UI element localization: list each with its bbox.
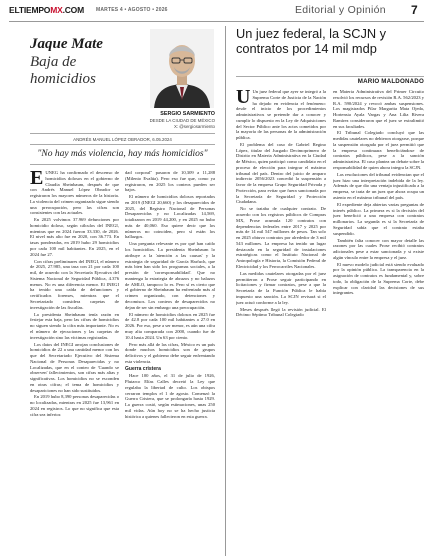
divider xyxy=(30,133,215,134)
paragraph: En 2019 hubo 8,390 personas desaparecidas o no localizadas, mientras en 2025 fue 13,961 en 2024 en registros. Lo que no significa que esta cifra sea inferior. xyxy=(30,394,119,417)
paragraph: en Materia Administrativa del Primer Circuito resolvió los recursos de revisión R.A. 562/2023 y R.A. 590/2024 y revocó ambas suspensiones. Los magistrados Pilar Margarita Mata Ojeda, Hortensia Ayala Vargas y Ana Lilia Rivera Ramírez consideraron que el juez se extralimitó en sus facultades. xyxy=(333,89,424,129)
pull-quote: "No hay más violencia, hay más homicidios" xyxy=(37,149,208,159)
paragraph: Los datos del INEGI arrojan conclusiones de homicidios de 22 a una cantidad menor con los que del Secretariado Ejecutivo del Sistema Nacional de Personas Desaparecidas y no Localizadas, que en el conteo de 'Cuando se observen' fallecimientos, son cifras más altas y significativas. Los homicidios no se esconden en otras cifras; el tema de homicidios y desapariciones no han sido sustituidos. xyxy=(30,341,119,393)
article-text-column-1 xyxy=(30,170,119,554)
quote-attribution: ANDRÉS MANUEL LÓPEZ OBRADOR, 6.05.2024 xyxy=(73,137,172,142)
divider xyxy=(236,76,424,77)
paragraph: Hace 100 años, el 31 de julio de 1926, Plutarco Elías Calles decretó la Ley que regulaba la libertad de culto. Los obispos cerraron templos el 1 de agosto. Comenzó la Guerra Cristera, que se prolongaría hasta 1929. La guerra costó, según estimaciones, unas 250 mil vidas. Aún hoy no se ha hecho justicia histórica a quienes fallecieron en esta guerra. xyxy=(125,373,215,419)
paragraph: El Tribunal Colegiado concluyó que las medidas cautelares no debieron otorgarse, porque la suspensión otorgada por el juez permitió que la empresa continuara beneficiándose de contratos públicos, pese a la sanción administrativa. El caso plantea un debate sobre la responsabilidad de quien ahora integra la SCJN. xyxy=(333,130,424,170)
column-divider xyxy=(225,26,226,556)
paragraph: El número de homicidios dolosos en 2025 fue de 42.8 por cada 100 mil habitantes a 27.0 en 2026. Por eso, pese a ser menor, es aún una cifra muy alta comparada con 2000, cuando fue de 10.4 hasta 2024. Un 63 por ciento. xyxy=(125,311,215,340)
paragraph: Las resoluciones del tribunal evidencian que el juez hizo una interpretación indebida de la ley. Además de que dio una ventaja injustificada a la empresa, se trata de un juez que ahora ocupa un asiento en el máximo tribunal del país. xyxy=(333,171,424,200)
masthead xyxy=(0,0,433,22)
paragraph: El número de homicidios dolosos reportados en 2019 (INEGI 20,660) y los desaparecidos de 2025, del Registro Nacional de Personas Desaparecidas y no Localizadas 14,569, totalizaron en 2019 44,200, y en 2025 no hubo más de 40,060. Eso quiere decir que los números no coinciden, pero sí están los hallazgos. xyxy=(125,194,215,240)
newspaper-logo[interactable]: ELTIEMPOMX.COM xyxy=(9,5,84,15)
paragraph: No se trataba de cualquier contrato. De acuerdo con los registros públicos de Compras MX, Prose acumula 120 contratos con dependencias federales entre 2017 y 2025 por más de 14 mil 547 millones de pesos. Tan solo en 2025 obtuvo contratos por alrededor de 3 mil 543 millones. La empresa ha tenido un lugar destacado en la seguridad de instalaciones estratégicas como el Instituto Nacional de Antropología e Historia, la Comisión Federal de Electricidad y los Ferrocarriles Nacionales. xyxy=(236,206,326,269)
author-handle[interactable]: X: @sergiosarmiento xyxy=(173,123,215,129)
divider xyxy=(30,144,215,145)
article-text-column-3 xyxy=(236,89,326,554)
drop-cap: U xyxy=(236,89,251,108)
paragraph: Con cifras preliminares del INEGI, el número de 2025, 27.985, una tasa con 21 por cada 100 mil, de acuerdo con la Secretaría Ejecutiva del Sistema Nacional de Seguridad Pública, 4.376 menos. No es una diferencia menor. El INEGI ha tenido una caída de defunciones y certificados forenses, mientras que el Secretariado considera carpetas de investigación de las fiscalías. xyxy=(30,258,119,310)
section-subhead: Guerra cristera xyxy=(125,365,161,372)
page-number: 7 xyxy=(411,3,418,17)
paragraph: EUNEG ha confirmado el descenso de homicidios dolosos en el gobierno de Claudia Sheinbaum, después de que con Andrés Manuel López Obrador se registraron los mayores números de la historia. La violencia del crimen organizado sigue siendo una preocupación, pero las cifras son consistentes con las actuales. xyxy=(30,170,119,216)
author-location: DESDE LA CIUDAD DE MÉXICO xyxy=(149,118,215,123)
paragraph: También falta conocer con mayor detalle las razones por las cuales Prose recibió contratos adicionales pese a estar sancionada y si existe algún vínculo entre la empresa y el juez. xyxy=(333,237,424,260)
article-byline: MARIO MALDONADO xyxy=(357,78,424,85)
masthead-divider xyxy=(9,21,424,22)
divider xyxy=(30,164,215,165)
drop-cap: E xyxy=(30,170,44,189)
issue-date: MARTES 4 • AGOSTO • 2026 xyxy=(96,7,168,13)
article-text-column-4 xyxy=(333,89,424,554)
author-portrait xyxy=(150,29,214,108)
paragraph: Una pregunta relevante es por qué han caído los homicidios. La presidenta Sheinbaum lo atribuye a la 'atención a las causas' y la estrategia de seguridad de García Harfuch, que más bien han sido los programas sociales, a la presión de 'corresponsabilidad'. Que no mantenga la estrategia de abrazos y no balazos de AMLO, tampoco lo es. Pero sí es cierto que el gobierno de Sheinbaum ha enfrentado más al crimen organizado, con detenciones y decomisos. Los conteos de desaparecidos no dejan de ser sin embargo una preocupación. xyxy=(125,241,215,310)
article-headline: Un juez federal, la SCJN y contratos por 14 mil mdp xyxy=(236,26,387,56)
article-text-column-2 xyxy=(125,170,215,554)
paragraph: El nuevo modelo judicial está siendo evaluado por la opinión pública. La transparencia en la asignación de contratos es fundamental y, sobre todo, la obligación de la Suprema Corte, debe explicar con claridad las decisiones de sus integrantes. xyxy=(333,261,424,296)
author-details xyxy=(100,118,215,129)
paragraph: Pero más allá de las cifras, México es un país donde muchos homicidios son de grupos delictivos y el gobierno debe seguir enfrentando esta violencia. xyxy=(125,341,215,364)
paragraph: El expediente deja abiertas varias preguntas de interés público. La primera es si la decisión del juez benefició a una empresa con contratos millonarios. La segunda es si la Secretaría de Seguridad sabía que el contrato estaba suspendido. xyxy=(333,201,424,236)
paragraph: El problema del caso de Gabriel Regino López, titular del Juzgado Decimoprimero de Distrito en Materia Administrativa en la Ciudad de México, quien participó como candidato en el proceso de elección para integrar el máximo tribunal del país. Dentro del juicio de amparo indirecto 2056/2023 concedió la suspensión a favor de la empresa Grupo Seguridad Privada y Protección, para evitar que fuera sancionada por la Secretaría de Seguridad y Protección Ciudadana. xyxy=(236,141,326,205)
paragraph: dad corporal" pasaron de 10,309 a 11,288 (Milenio Evalúa). Pero eso fue que, como ya registraron, en 2025 los conteos pueden ser bajos. xyxy=(125,170,215,193)
paragraph: La presidenta Sheinbaum tenía razón en festejar esta baja, pero las cifras de homicidios no siguen siendo la cifra más importante. No es el número de ejecuciones y las carpetas de investigación sino las víctimas registradas. xyxy=(30,311,119,340)
section-title: Editorial y Opinión xyxy=(295,4,386,16)
author-name: SERGIO SARMIENTO xyxy=(160,111,215,117)
column-title: Jaque Mate xyxy=(30,36,103,52)
column-subtitle: Baja de homicidios xyxy=(30,54,96,87)
paragraph: Meses después llegó la revisión judicial. El Décimo Séptimo Tribunal Colegiado xyxy=(236,306,326,318)
paragraph: U Un juez federal que ayer se integró a la Suprema Corte de Justicia de la Nación ha dejado en evidencia el fenómeno: desde el inicio de los procedimientos administrativos se pretende dar a conocer y cumplir lo dispuesto en la Ley de Adquisiciones del Sector Público ante los actos cometidos por la mayoría de las personas de la administración pública. xyxy=(236,89,326,140)
paragraph: En 2025 volvimos 37.969 defunciones por homicidio doloso, según cálculos del INEGI, mientras que en 2024 fueron 33.330, de 2026. El nivel más alto fue en 2020, con 36.773. En tasas ponderadas, en 2019 hubo 29 homicidios por cada 100 mil habitantes. En 2025, en el 2024 fue 27. xyxy=(30,217,119,257)
paragraph: Las medidas cautelares otorgadas por el juez permitieron a Prose seguir participando en licitaciones y firmar contratos, pese a que la Secretaría de la Función Pública le había impuesto una sanción. La SCJN revisará si el juez actuó conforme a la ley. xyxy=(236,270,326,305)
